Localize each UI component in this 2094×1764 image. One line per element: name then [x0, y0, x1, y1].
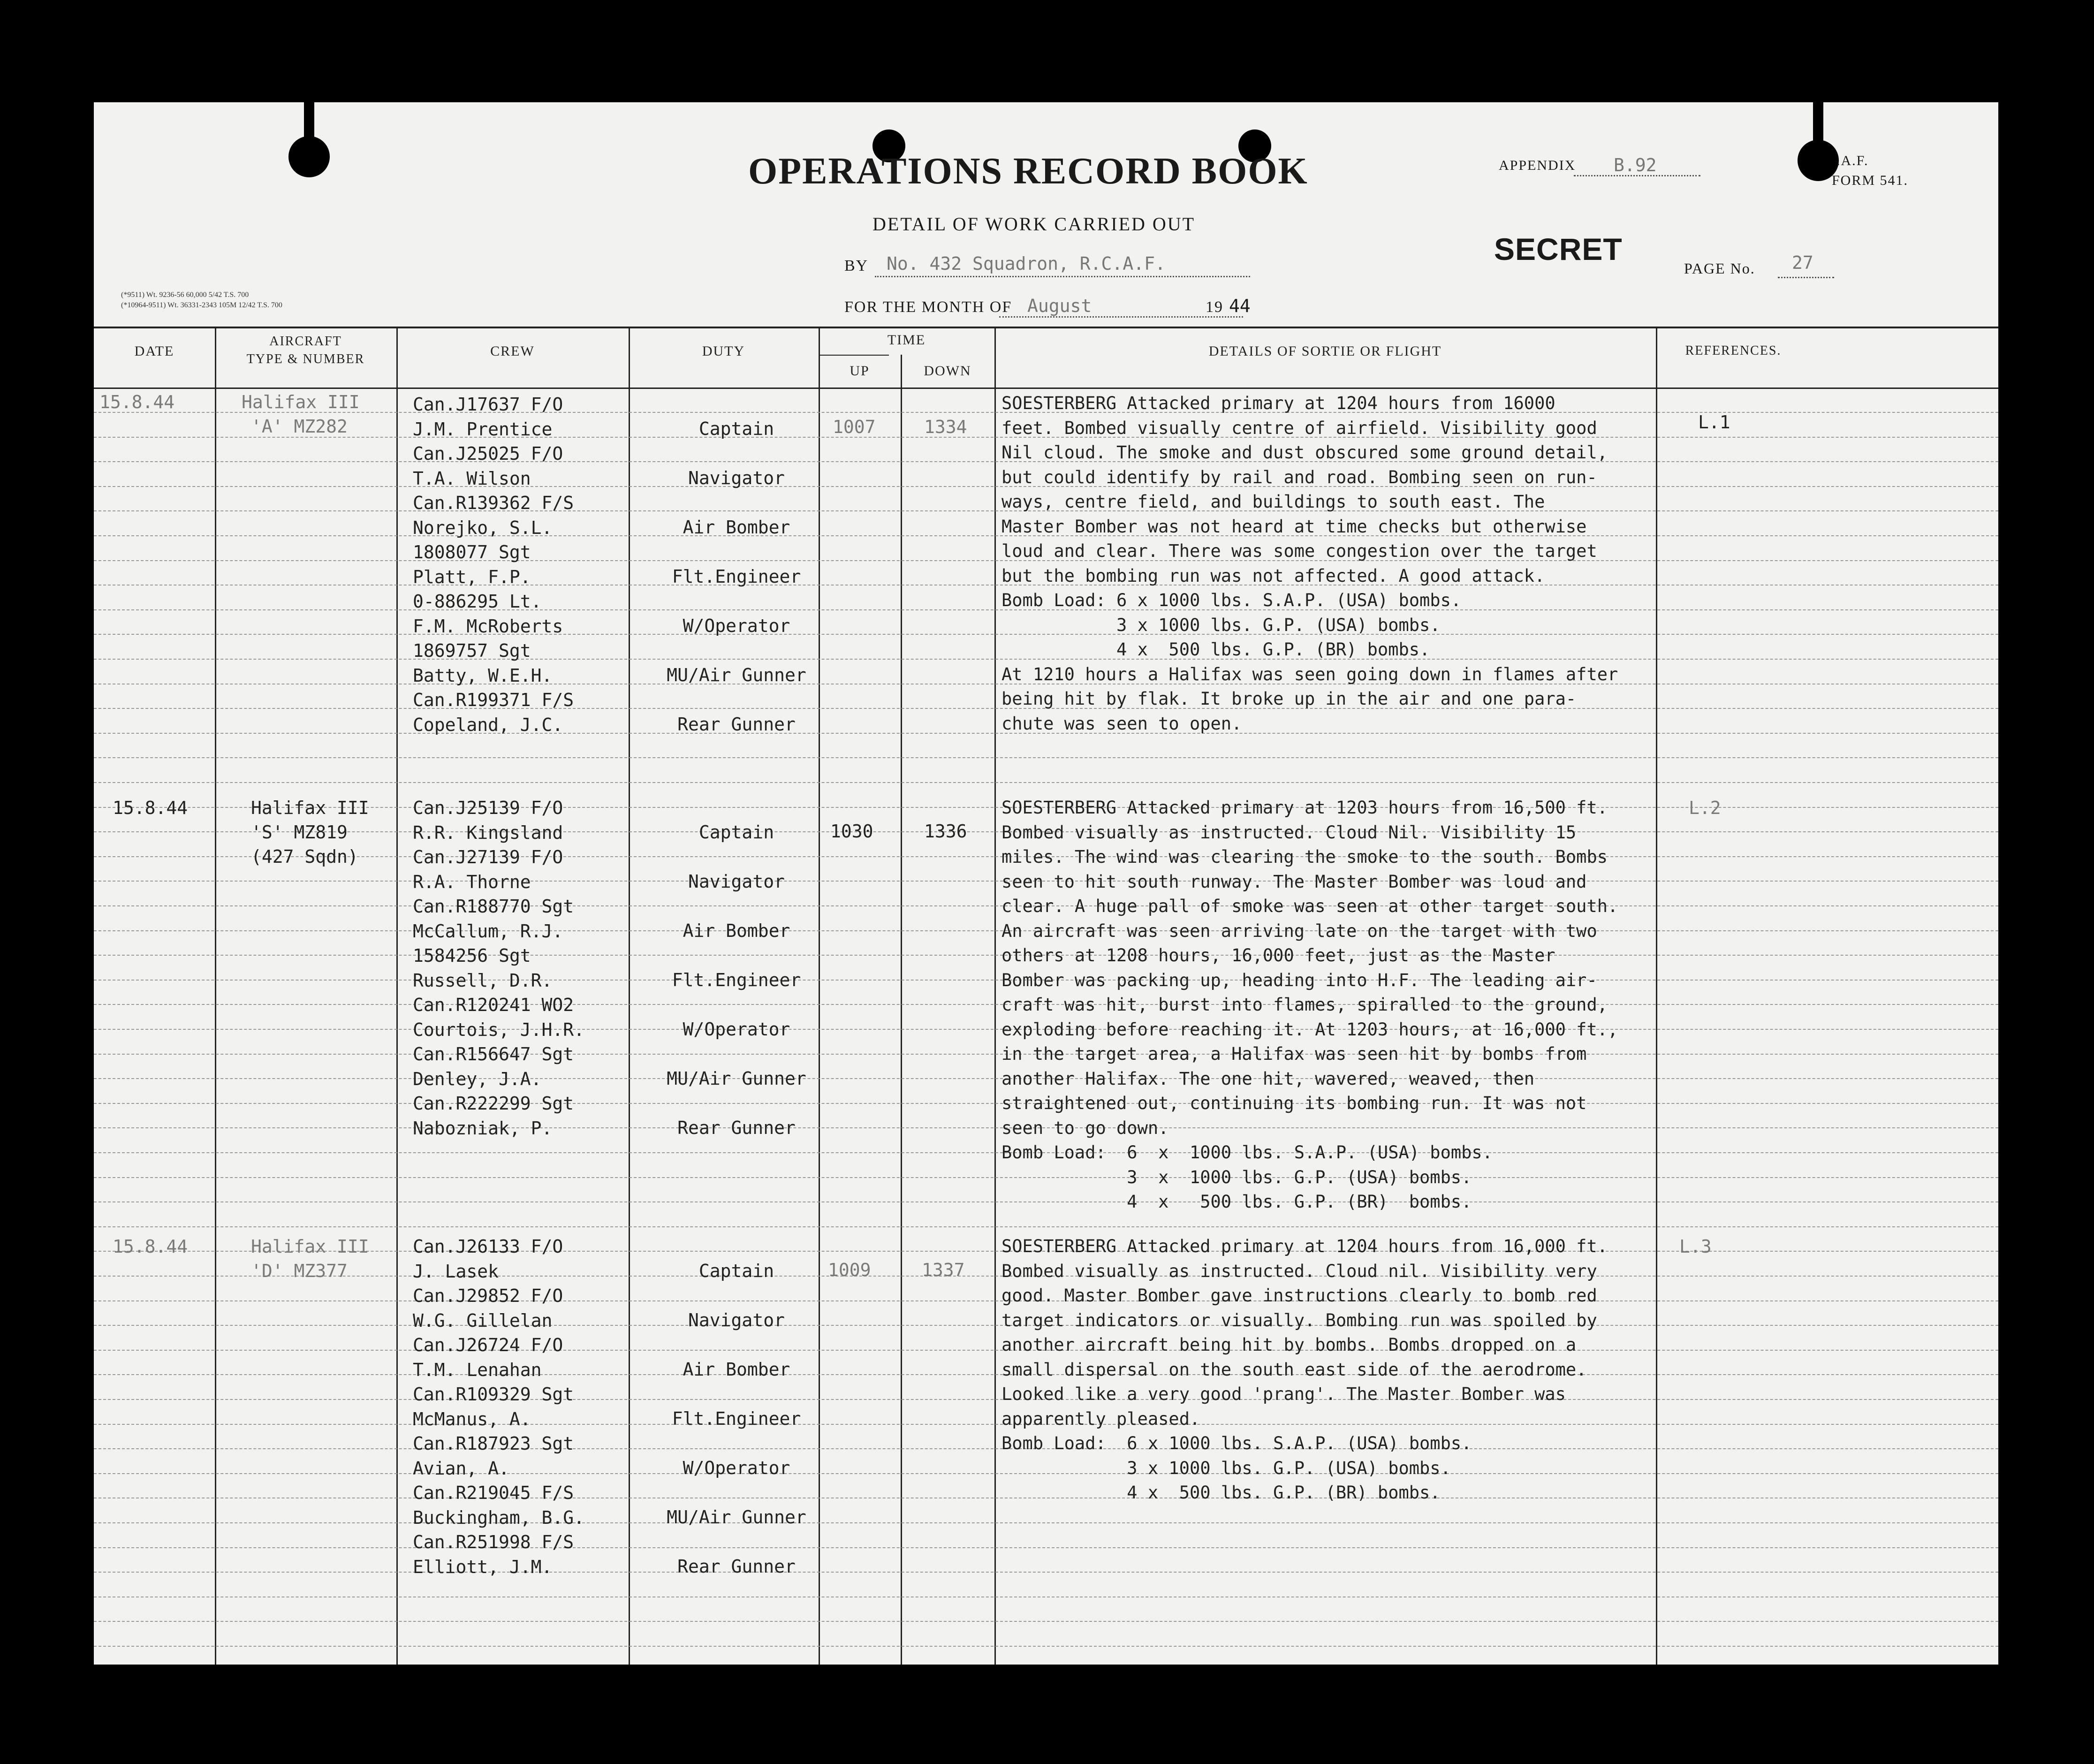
crew-name: Batty, W.E.H.	[413, 665, 553, 686]
binder-hole-stem	[1813, 102, 1823, 144]
crew-duty: Rear Gunner	[677, 1118, 796, 1138]
reference: L.1	[1698, 412, 1730, 433]
crew-name: R.A. Thorne	[413, 871, 531, 892]
detail-line: good. Master Bomber gave instructions clearly to bomb red	[1001, 1285, 1597, 1306]
detail-line: others at 1208 hours, 16,000 feet, just as the Master	[1001, 945, 1555, 966]
detail-line: 4 x 500 lbs. G.P. (BR) bombs.	[1001, 639, 1430, 660]
detail-line: another aircraft being hit by bombs. Bombs dropped on a	[1001, 1335, 1577, 1355]
detail-line: 3 x 1000 lbs. G.P. (USA) bombs.	[1001, 1167, 1472, 1187]
detail-line: SOESTERBERG Attacked primary at 1203 hours from 16,500 ft.	[1001, 798, 1608, 818]
detail-line: Bomb Load: 6 x 1000 lbs. S.A.P. (USA) bombs.	[1001, 1433, 1472, 1453]
page-number-value: 27	[1792, 252, 1813, 273]
binder-hole-left	[288, 136, 330, 177]
takeoff-time: 1007	[833, 417, 876, 437]
crew-name: Copeland, J.C.	[413, 714, 563, 735]
detail-line: Master Bomber was not heard at time checks but otherwise	[1001, 516, 1587, 537]
crew-name: Russell, D.R.	[413, 970, 553, 991]
aircraft-type: Halifax III	[251, 1236, 369, 1257]
crew-service-number: Can.R199371 F/S	[413, 690, 574, 710]
reference: L.3	[1679, 1236, 1712, 1257]
crew-name: Denley, J.A.	[413, 1068, 542, 1089]
aircraft-number: 'A' MZ282	[251, 416, 348, 437]
appendix-label: APPENDIX	[1499, 158, 1576, 173]
aircraft-number: 'D' MZ377	[251, 1261, 348, 1281]
form-label: .A.F.	[1836, 153, 1869, 168]
crew-duty: Navigator	[688, 871, 785, 892]
col-header-time: TIME	[887, 332, 926, 348]
crew-service-number: Can.R222299 Sgt	[413, 1093, 574, 1114]
crew-service-number: 1808077 Sgt	[413, 542, 531, 563]
detail-line: 3 x 1000 lbs. G.P. (USA) bombs.	[1001, 1458, 1451, 1478]
detail-line: another Halifax. The one hit, wavered, weaved, then	[1001, 1068, 1535, 1089]
crew-name: R.R. Kingsland	[413, 822, 563, 843]
print-note-line: (*10964-9511) Wt. 36331-2343 105M 12/42 T.S. 700	[121, 301, 282, 309]
detail-line: Looked like a very good 'prang'. The Master Bomber was	[1001, 1384, 1566, 1404]
year-value: 44	[1229, 296, 1251, 316]
year-prefix: 19	[1206, 298, 1223, 316]
print-reference	[121, 290, 282, 311]
page-title: OPERATIONS RECORD BOOK	[748, 151, 1308, 192]
col-header-up: UP	[850, 363, 870, 379]
ruled-line	[94, 1226, 1998, 1227]
detail-line: but the bombing run was not affected. A good attack.	[1001, 565, 1545, 586]
detail-line: straightened out, continuing its bombing run. It was not	[1001, 1093, 1587, 1113]
crew-service-number: Can.R219045 F/S	[413, 1483, 574, 1503]
detail-line: feet. Bombed visually centre of airfield. Visibility good	[1001, 418, 1597, 438]
by-label: BY	[844, 257, 869, 274]
detail-line: chute was seen to open.	[1001, 713, 1242, 734]
aircraft-type: Halifax III	[242, 392, 360, 412]
page-subtitle: DETAIL OF WORK CARRIED OUT	[872, 213, 1196, 235]
detail-line: seen to go down.	[1001, 1118, 1169, 1138]
page-number-label: PAGE No.	[1684, 260, 1755, 277]
detail-line: SOESTERBERG Attacked primary at 1204 hours from 16,000 ft.	[1001, 1236, 1608, 1256]
crew-service-number: 1869757 Sgt	[413, 640, 531, 661]
aircraft-number: 'S' MZ819	[251, 822, 348, 843]
ruled-line	[94, 1547, 1998, 1548]
crew-duty: Air Bomber	[683, 517, 790, 538]
crew-duty: MU/Air Gunner	[667, 665, 806, 685]
col-header-down: DOWN	[924, 363, 971, 379]
detail-line: small dispersal on the south east side of the aerodrome.	[1001, 1359, 1587, 1380]
ruled-line	[94, 1646, 1998, 1647]
detail-line: in the target area, a Halifax was seen hit by bombs from	[1001, 1044, 1587, 1064]
crew-name: T.M. Lenahan	[413, 1359, 542, 1380]
crew-service-number: 1584256 Sgt	[413, 945, 531, 966]
takeoff-time: 1030	[830, 821, 873, 842]
col-header-crew: CREW	[490, 343, 535, 359]
crew-service-number: Can.R251998 F/S	[413, 1532, 574, 1552]
crew-service-number: Can.R109329 Sgt	[413, 1384, 574, 1405]
crew-duty: Rear Gunner	[677, 714, 796, 735]
ruled-line	[94, 757, 1998, 758]
crew-name: F.M. McRoberts	[413, 616, 563, 637]
ruled-line	[94, 1621, 1998, 1622]
crew-service-number: 0-886295 Lt.	[413, 591, 542, 612]
crew-duty: Air Bomber	[683, 920, 790, 941]
crew-duty: Flt.Engineer	[672, 1408, 801, 1429]
detail-line: miles. The wind was clearing the smoke to the south. Bombs	[1001, 847, 1608, 867]
col-header-aircraft-type: TYPE & NUMBER	[246, 352, 365, 366]
month-label: FOR THE MONTH OF	[844, 298, 1012, 316]
detail-line: 4 x 500 lbs. G.P. (BR) bombs.	[1001, 1483, 1441, 1503]
crew-service-number: Can.R188770 Sgt	[413, 896, 574, 917]
squadron-value: No. 432 Squadron, R.C.A.F.	[887, 253, 1166, 274]
detail-line: Bomb Load: 6 x 1000 lbs. S.A.P. (USA) bombs.	[1001, 1142, 1493, 1163]
crew-service-number: Can.J26724 F/O	[413, 1335, 563, 1355]
month-value: August	[1027, 296, 1092, 316]
col-header-aircraft: AIRCRAFT	[269, 334, 342, 349]
detail-line: being hit by flak. It broke up in the air and one para-	[1001, 689, 1577, 709]
print-note-line: (*9511) Wt. 9236-56 60,000 5/42 T.S. 700	[121, 291, 249, 299]
form-number: FORM 541.	[1832, 173, 1909, 188]
crew-name: McCallum, R.J.	[413, 920, 563, 942]
crew-name: J.M. Prentice	[413, 418, 553, 440]
crew-name: J. Lasek	[413, 1261, 499, 1282]
crew-duty: Captain	[698, 418, 774, 439]
detail-line: 4 x 500 lbs. G.P. (BR) bombs.	[1001, 1192, 1472, 1212]
operations-table	[94, 327, 1998, 1665]
detail-line: ways, centre field, and buildings to south east. The	[1001, 492, 1545, 512]
detail-line: craft was hit, burst into flames, spiralled to the ground,	[1001, 995, 1608, 1015]
detail-line: Bomber was packing up, heading into H.F. The leading air-	[1001, 970, 1597, 990]
crew-duty: W/Operator	[683, 1458, 790, 1478]
detail-line: SOESTERBERG Attacked primary at 1204 hours from 16000	[1001, 393, 1555, 413]
landing-time: 1336	[924, 821, 967, 842]
detail-line: loud and clear. There was some congestion over the target	[1001, 541, 1597, 561]
crew-duty: Captain	[698, 822, 774, 843]
crew-duty: Navigator	[688, 1310, 785, 1331]
landing-time: 1334	[924, 417, 967, 437]
entry-date: 15.8.44	[113, 1236, 188, 1257]
crew-name: McManus, A.	[413, 1408, 531, 1429]
crew-duty: Flt.Engineer	[672, 566, 801, 587]
aircraft-type: Halifax III	[251, 798, 369, 818]
record-sheet	[94, 102, 1998, 1665]
detail-line: seen to hit south runway. The Master Bomber was loud and	[1001, 871, 1587, 892]
detail-line: Bombed visually as instructed. Cloud nil. Visibility very	[1001, 1261, 1597, 1281]
detail-line: Bombed visually as instructed. Cloud Nil. Visibility 15	[1001, 822, 1577, 843]
crew-duty: W/Operator	[683, 1019, 790, 1040]
landing-time: 1337	[922, 1260, 965, 1280]
crew-service-number: Can.J25025 F/O	[413, 443, 563, 464]
detail-line: Bomb Load: 6 x 1000 lbs. S.A.P. (USA) bombs.	[1001, 590, 1462, 610]
ruled-line	[94, 1572, 1998, 1573]
detail-line: At 1210 hours a Halifax was seen going down in flames after	[1001, 664, 1618, 684]
crew-name: Nabozniak, P.	[413, 1118, 553, 1139]
crew-service-number: Can.J26133 F/O	[413, 1236, 563, 1257]
crew-duty: Air Bomber	[683, 1359, 790, 1380]
detail-line: An aircraft was seen arriving late on the target with two	[1001, 920, 1597, 941]
crew-name: W.G. Gillelan	[413, 1310, 553, 1331]
crew-name: Courtois, J.H.R.	[413, 1019, 585, 1040]
crew-service-number: Can.R120241 WO2	[413, 995, 574, 1015]
detail-line: but could identify by rail and road. Bombing seen on run-	[1001, 467, 1597, 487]
col-header-duty: DUTY	[702, 343, 745, 359]
crew-service-number: Can.J25139 F/O	[413, 798, 563, 818]
detail-line: target indicators or visually. Bombing run was spoiled by	[1001, 1310, 1597, 1331]
crew-duty: Rear Gunner	[677, 1556, 796, 1577]
crew-duty: W/Operator	[683, 616, 790, 636]
detail-line: apparently pleased.	[1001, 1408, 1200, 1429]
crew-duty: Flt.Engineer	[672, 970, 801, 990]
crew-name: Norejko, S.L.	[413, 517, 553, 538]
entry-date: 15.8.44	[113, 798, 188, 818]
ruled-line	[94, 1522, 1998, 1523]
crew-service-number: Can.R187923 Sgt	[413, 1433, 574, 1454]
col-header-references: REFERENCES.	[1685, 343, 1782, 358]
crew-service-number: Can.J29852 F/O	[413, 1285, 563, 1306]
detail-line: clear. A huge pall of smoke was seen at other target south.	[1001, 896, 1618, 916]
appendix-value: B.92	[1614, 155, 1657, 175]
detail-line: exploding before reaching it. At 1203 hours, at 16,000 ft.,	[1001, 1019, 1618, 1040]
crew-service-number: Can.R139362 F/S	[413, 493, 574, 513]
reference: L.2	[1689, 798, 1721, 818]
crew-name: Elliott, J.M.	[413, 1556, 553, 1577]
col-header-date: DATE	[134, 343, 174, 359]
entry-date: 15.8.44	[99, 392, 175, 412]
crew-name: Avian, A.	[413, 1458, 509, 1479]
crew-name: T.A. Wilson	[413, 468, 531, 489]
crew-duty: Captain	[698, 1261, 774, 1281]
secret-stamp: SECRET	[1494, 232, 1623, 266]
crew-duty: MU/Air Gunner	[667, 1068, 806, 1089]
crew-service-number: Can.J17637 F/O	[413, 394, 563, 415]
crew-service-number: Can.J27139 F/O	[413, 847, 563, 867]
ruled-line	[94, 782, 1998, 783]
aircraft-squadron: (427 Sqdn)	[251, 846, 358, 867]
takeoff-time: 1009	[828, 1260, 871, 1280]
crew-duty: Navigator	[688, 468, 785, 488]
crew-name: Platt, F.P.	[413, 566, 531, 587]
crew-name: Buckingham, B.G.	[413, 1507, 585, 1528]
detail-line: Nil cloud. The smoke and dust obscured some ground detail,	[1001, 442, 1608, 463]
crew-duty: MU/Air Gunner	[667, 1507, 806, 1528]
col-header-details: DETAILS OF SORTIE OR FLIGHT	[1208, 343, 1442, 359]
crew-service-number: Can.R156647 Sgt	[413, 1044, 574, 1064]
detail-line: 3 x 1000 lbs. G.P. (USA) bombs.	[1001, 615, 1441, 635]
